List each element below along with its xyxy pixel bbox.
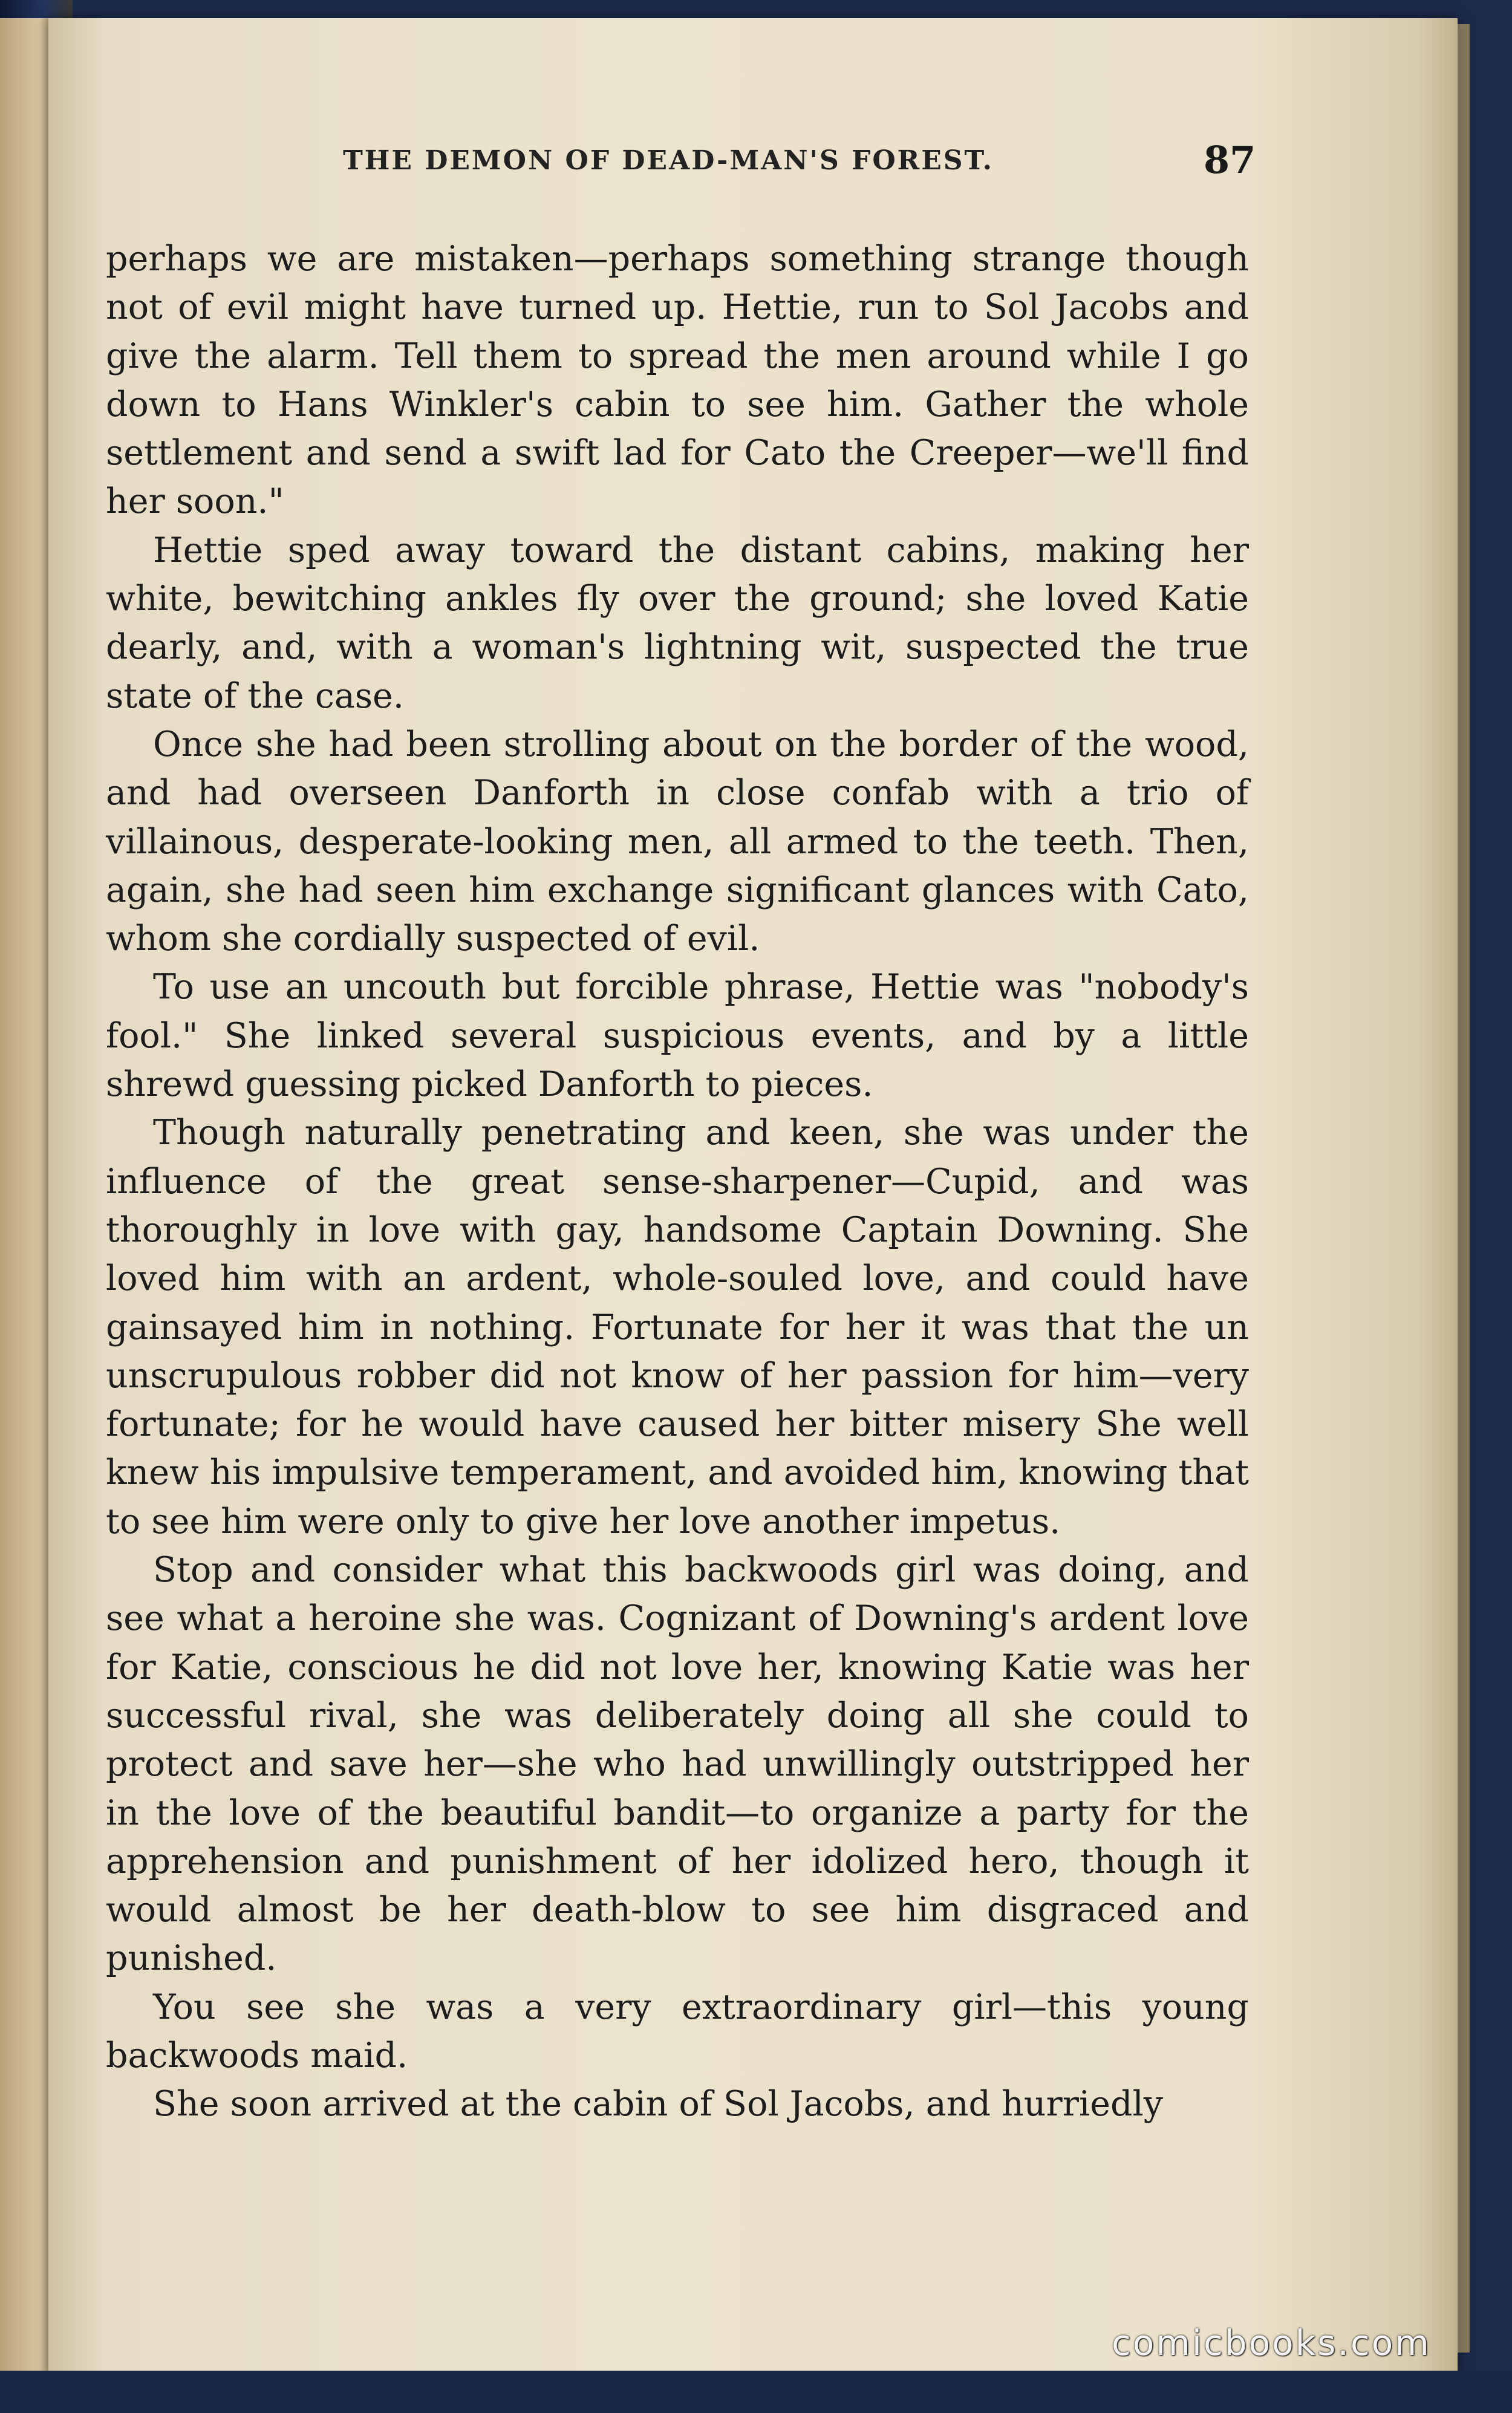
running-head: THE DEMON OF DEAD-MAN'S FOREST.	[343, 145, 994, 176]
paragraph: Though naturally penetrating and keen, she was under the influence of the great sense-sharpener—Cupid, and was thoroughly in love with gay, handsome Captain Downing. She loved him with an ardent, whole-souled love, and could have gainsayed him in nothing. Fortunate for her it was that the un unscrupulous robber did not know of her passion for him—very fortunate; for he would have caused her bitter misery She well knew his impulsive temperament, and avoided him, knowing that to see him were only to give her love another impetus.	[106, 1113, 1249, 1542]
paragraph: You see she was a very extraordinary girl—this young backwoods maid.	[106, 1987, 1249, 2076]
watermark: comicbooks.com	[1112, 2322, 1431, 2363]
paragraph: Stop and consider what this backwoods girl was doing, and see what a heroine she was. Cognizant of Downing's ardent love for Katie, conscious he did not love her, knowing Katie was her successful rival, she was deliberately doing all she could to protect and save her—she who had unwillingly outstripped her in the love of the beautiful bandit—to organize a party for the apprehension and punishment of her idolized hero, though it would almost be her death-blow to see him disgraced and punished.	[106, 1550, 1249, 1979]
paragraph: She soon arrived at the cabin of Sol Jacobs, and hurriedly	[153, 2084, 1163, 2125]
page-number: 87	[1204, 138, 1256, 182]
body-text	[106, 235, 1249, 2129]
paragraph: Hettie sped away toward the distant cabins, making her white, bewitching ankles fly over the ground; she loved Katie dearly, and, with a woman's lightning wit, suspected the true state of the case.	[106, 530, 1249, 716]
paragraph: To use an uncouth but forcible phrase, Hettie was "nobody's fool." She linked several suspicious events, and by a little shrewd guessing picked Danforth to pieces.	[106, 967, 1249, 1105]
scan-bottom-edge	[0, 2371, 1512, 2413]
paragraph: Once she had been strolling about on the border of the wood, and had overseen Danforth in close confab with a trio of villainous, desperate-looking men, all armed to the teeth. Then, again, she had seen him exchange significant glances with Cato, whom she cordially suspected of evil.	[106, 724, 1249, 959]
paragraph: perhaps we are mistaken—perhaps something strange though not of evil might have turned up. Hettie, run to Sol Jacobs and give the alarm. Tell them to spread the men around while I go down to Hans Winkler's cabin to see him. Gather the whole settlement and send a swift lad for Cato the Creeper—we'll find her soon."	[106, 239, 1249, 522]
